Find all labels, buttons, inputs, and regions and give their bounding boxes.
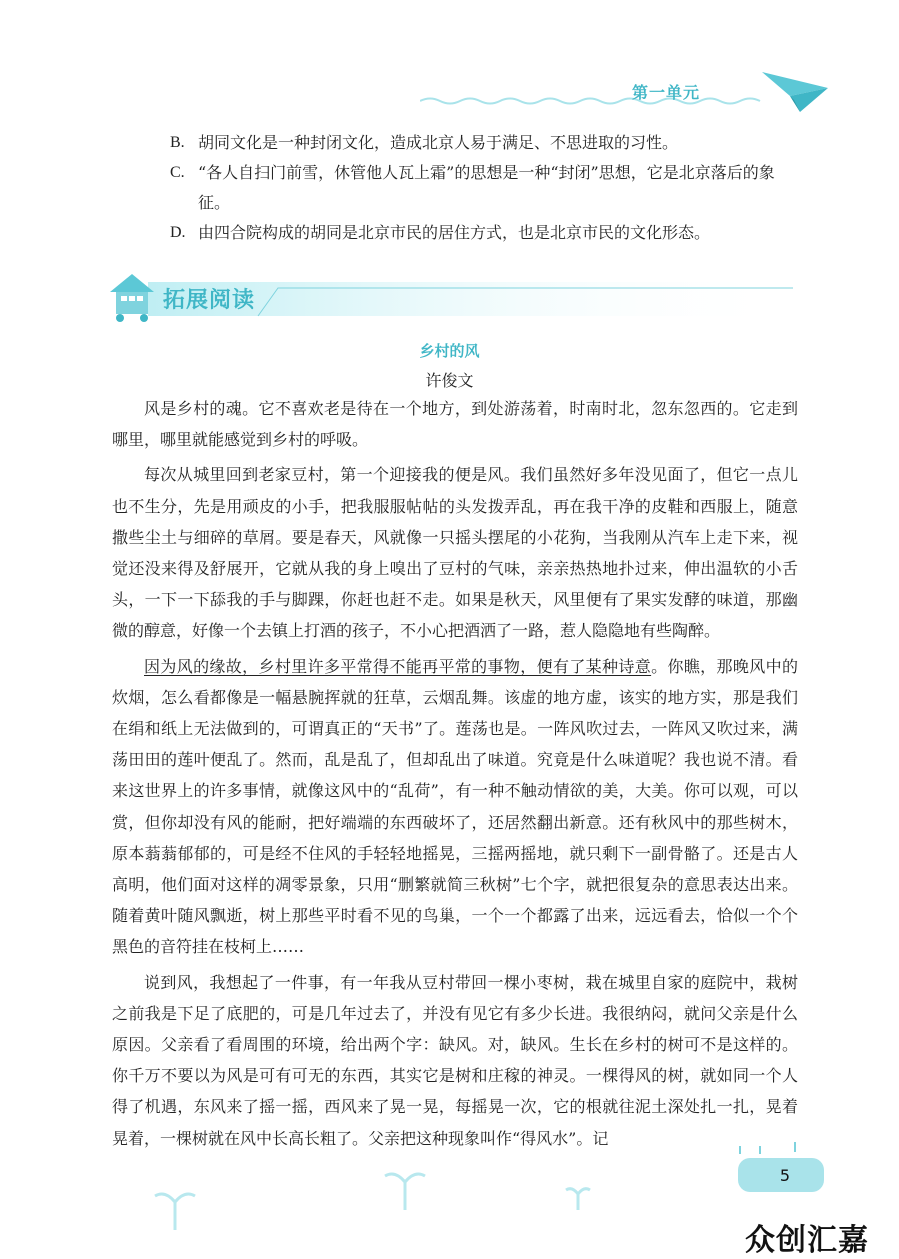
option-d (170, 218, 800, 248)
article-body (112, 393, 798, 1154)
option-letter: C. (170, 164, 185, 181)
option-b (170, 128, 800, 158)
unit-label: 第一单元 (632, 83, 701, 102)
paragraph (112, 651, 798, 963)
house-icon (110, 274, 154, 322)
paragraph: 每次从城里回到老家豆村，第一个迎接我的便是风。我们虽然好多年没见面了，但它一点儿也不生分，先是用顽皮的小手，把我服服帖帖的头发拨弄乱，再在我干净的皮鞋和西服上，随意撒些尘土与细碎的草屑。要是春天，风就像一只摇头摆尾的小花狗，当我刚从汽车上走下来，视觉还没来得及舒展开，它就从我的身上嗅出了豆村的气味，亲亲热热地扑过来，伸出温软的小舌头，一下一下舔我的手与脚踝，你赶也赶不走。如果是秋天，风里便有了果实发酵的味道，那幽微的醇意，好像一个去镇上打酒的孩子，不小心把酒洒了一路，惹人隐隐地有些陶醉。 (112, 465, 798, 641)
article-title: 乡村的风 (419, 342, 480, 360)
underlined-sentence: 因为风的缘故，乡村里许多平常得不能再平常的事物，便有了某种诗意 (144, 656, 652, 676)
sprout-decoration (130, 1140, 830, 1240)
page-number: 5 (779, 1166, 791, 1185)
answer-options (170, 128, 800, 248)
option-text: 由四合院构成的胡同是北京市民的居住方式，也是北京市民的文化形态。 (198, 223, 711, 242)
watermark: 众创汇嘉 (745, 1223, 869, 1258)
paragraph: 风是乡村的魂。它不喜欢老是待在一个地方，到处游荡着，时南时北，忽东忽西的。它走到哪里，哪里就能感觉到乡村的呼吸。 (112, 399, 798, 450)
option-text: 胡同文化是一种封闭文化，造成北京人易于满足、不思进取的习性。 (198, 133, 679, 152)
option-letter: D. (170, 224, 186, 241)
paper-plane-icon (760, 66, 830, 116)
header-wave-line (420, 96, 770, 106)
option-c (170, 158, 800, 218)
paragraph-rest: 。你瞧，那晚风中的炊烟，怎么看都像是一幅悬腕挥就的狂草，云烟乱舞。该虚的地方虚，该实的地方实，那是我们在绢和纸上无法做到的，可谓真正的“天书”了。莲荡也是。一阵风吹过去，一阵风又吹过来，满荡田田的莲叶便乱了。然而，乱是乱了，但却乱出了味道。究竟是什么味道呢？我也说不清。看来这世界上的许多事情，就像这风中的“乱荷”，有一种不触动情欲的美，大美。你可以观，可以赏，但你却没有风的能耐，把好端端的东西破坏了，还居然翻出新意。还有秋风中的那些树木，原本蓊蓊郁郁的，可是经不住风的手轻轻地摇晃，三摇两摇地，就只剩下一副骨骼了。还是古人高明，他们面对这样的凋零景象，只用“删繁就简三秋树”七个字，就把很复杂的意思表达出来。随着黄叶随风飘逝，树上那些平时看不见的鸟巢，一个一个都露了出来，远远看去，恰似一个个黑色的音符挂在枝柯上…… (112, 656, 798, 957)
paragraph: 说到风，我想起了一件事，有一年我从豆村带回一棵小枣树，栽在城里自家的庭院中，栽树之前我是下足了底肥的，可是几年过去了，并没有见它有多少长进。我很纳闷，就问父亲是什么原因。父亲看了看周围的环境，给出两个字：缺风。对，缺风。生长在乡村的树可不是这样的。你千万不要以为风是可有可无的东西，其实它是树和庄稼的神灵。一棵得风的树，就如同一个人得了机遇，东风来了摇一摇，西风来了晃一晃，每摇晃一次，它的根就往泥土深处扎一扎，晃着晃着，一棵树就在风中长高长粗了。父亲把这种现象叫作“得风水”。记 (112, 972, 798, 1148)
option-letter: B. (170, 134, 185, 151)
article-author: 许俊文 (425, 371, 474, 390)
section-title: 拓展阅读 (163, 288, 256, 313)
option-text: “各人自扫门前雪，休管他人瓦上霜”的思想是一种“封闭”思想，它是北京落后的象征。 (198, 163, 775, 212)
